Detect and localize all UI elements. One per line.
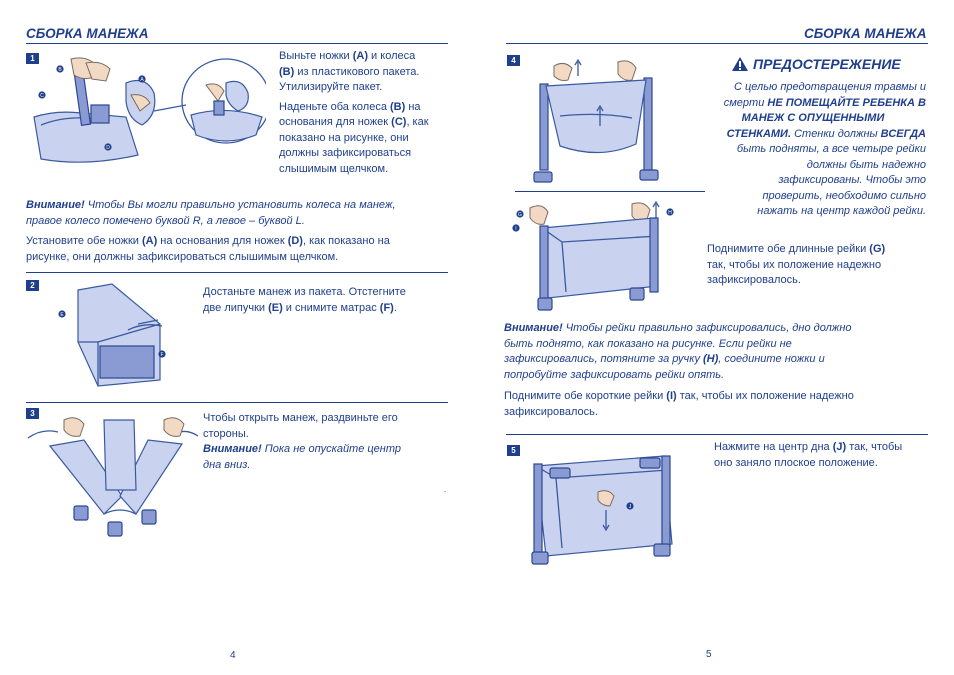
step4-short-text: Поднимите обе короткие рейки (I) так, чтобы их положение надежно зафиксировалось. bbox=[504, 390, 854, 418]
step4-note: Внимание! Чтобы рейки правильно зафиксировались, дно должно быть поднято, как показано на рисунке. Если рейки не зафиксировались, потяните за ручку (H), соедините ножки и попробуйте зафиксировать рейки опять. bbox=[504, 322, 852, 381]
step2-text: Достаньте манеж из пакета. Отстегните две липучки (E) и снимите матрас (F). bbox=[203, 286, 406, 314]
label-i: I bbox=[515, 226, 517, 232]
step5-text: Нажмите на центр дна (J) так, чтобы оно заняло плоское положение. bbox=[714, 441, 903, 469]
label-d: D bbox=[106, 145, 110, 151]
playpen-box bbox=[542, 218, 658, 298]
step3-illustration bbox=[24, 410, 204, 550]
label-g: G bbox=[518, 212, 522, 218]
step4-raise-text: Поднимите обе длинные рейки (G) так, чтобы их положение надежно зафиксировалось. bbox=[707, 243, 886, 286]
warning-text: С целью предотвращения травмы и смерти НЕ ПОМЕЩАЙТЕ РЕБЕНКА В МАНЕЖ С ОПУЩЕННЫМИ СТЕНКАМИ. Стенки должны ВСЕГДА быть подняты, а все четыре рейки должны быть надежно зафиксированы. Чтобы это проверить, необходимо сильно нажать на центр каждой рейки. bbox=[723, 81, 926, 217]
left-page-title: СБОРКА МАНЕЖА bbox=[26, 26, 149, 41]
label-h: H bbox=[668, 210, 672, 216]
left-divider-1 bbox=[26, 272, 448, 273]
label-f: F bbox=[160, 352, 164, 358]
hand-left bbox=[554, 63, 572, 80]
label-j: J bbox=[628, 504, 632, 510]
hand-left bbox=[64, 418, 84, 437]
left-header-rule bbox=[26, 43, 448, 44]
hand-right bbox=[164, 418, 184, 437]
step3-badge: 3 bbox=[26, 408, 39, 419]
step3-text: Чтобы открыть манеж, раздвиньте его стороны. Внимание! Пока не опускайте центр дна вниз. bbox=[203, 412, 402, 471]
right-header-rule bbox=[506, 43, 928, 44]
step4-badge: 4 bbox=[507, 55, 520, 66]
label-b: B bbox=[58, 67, 62, 73]
label-a: A bbox=[140, 77, 144, 83]
warning-triangle-icon bbox=[731, 56, 749, 72]
left-divider-2 bbox=[26, 402, 448, 403]
leg-base bbox=[91, 105, 109, 123]
step1-text: Выньте ножки (A) и колеса (B) из пластикового пакета. Утилизируйте пакет. Наденьте оба колеса (B) на основания для ножек (C), как показано на рисунке, они должны зафиксироваться слышимым щелчком. bbox=[279, 50, 429, 175]
hand-right bbox=[618, 61, 636, 81]
right-page-title: СБОРКА МАНЕЖА bbox=[804, 26, 927, 41]
right-divider-1 bbox=[506, 434, 928, 435]
step2-badge: 2 bbox=[26, 280, 39, 291]
step4-illustration-bottom bbox=[508, 196, 688, 311]
leg-right bbox=[644, 78, 652, 176]
step1-legs-text: Установите обе ножки (A) на основания для ножек (D), как показано на рисунке, они должны зафиксироваться слышимым щелчком. bbox=[26, 235, 390, 263]
label-c: C bbox=[40, 93, 44, 99]
step2-illustration bbox=[40, 282, 190, 392]
warning-block bbox=[742, 56, 932, 72]
step4-inner-divider bbox=[515, 191, 705, 192]
label-e: E bbox=[60, 312, 64, 318]
center-panel bbox=[104, 420, 136, 490]
step1-illustration bbox=[26, 55, 266, 165]
leg-left bbox=[540, 84, 548, 170]
step1-note: Внимание! Чтобы Вы могли правильно установить колеса на манеж, правое колесо помечено буквой R, а левое – буквой L. bbox=[26, 199, 396, 227]
warning-title: ПРЕДОСТЕРЕЖЕНИЕ bbox=[753, 56, 901, 72]
step5-badge: 5 bbox=[507, 445, 520, 456]
step5-illustration bbox=[516, 448, 696, 568]
stray-dot: . bbox=[444, 485, 447, 494]
step1-badge: 1 bbox=[26, 53, 39, 64]
left-page-number: 4 bbox=[230, 650, 236, 661]
right-page-number: 5 bbox=[706, 649, 712, 660]
step4-illustration-top bbox=[520, 56, 695, 186]
